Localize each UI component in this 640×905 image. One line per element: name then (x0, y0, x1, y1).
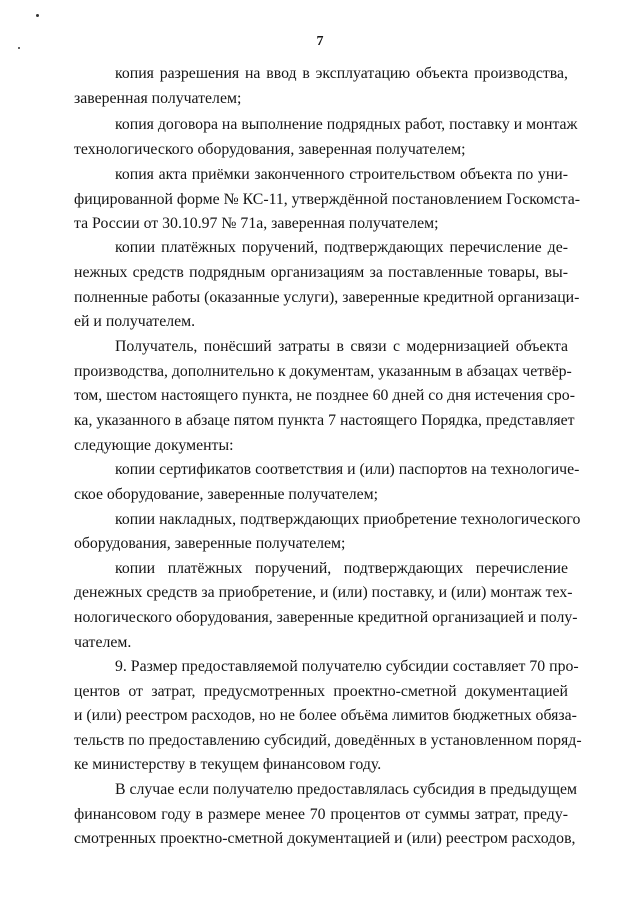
text-line: смотренных проектно-сметной документацией и (или) реестром расходов, (74, 830, 576, 847)
text-line: следующие документы: (74, 437, 234, 454)
text-line: копии платёжных поручений, подтверждающих перечисление де- (115, 239, 568, 256)
text-line: денежных средств за приобретение, и (или) поставку, и (или) монтаж тех- (74, 584, 573, 601)
text-line: копия договора на выполнение подрядных работ, поставку и монтаж (115, 116, 578, 133)
text-line: копии платёжных поручений, подтверждающих перечисление (115, 560, 568, 577)
page-number: 7 (316, 34, 324, 49)
text-line: 9. Размер предоставляемой получателю субсидии составляет 70 про- (115, 658, 579, 675)
text-line: чателем. (74, 634, 132, 651)
text-line: ке министерству в текущем финансовом году. (74, 756, 382, 773)
text-line: копии накладных, подтверждающих приобретение технологического (115, 511, 581, 528)
text-line: оборудования, заверенные получателем; (74, 535, 346, 552)
text-line: В случае если получателю предоставлялась субсидия в предыдущем (115, 781, 578, 798)
scan-speck (18, 47, 20, 49)
scan-speck (36, 14, 39, 17)
text-line: нежных средств подрядным организациям за поставленные товары, вы- (74, 264, 568, 281)
text-line: нологического оборудования, заверенные кредитной организацией и полу- (74, 609, 578, 626)
text-line: и (или) реестром расходов, но не более объёма лимитов бюджетных обяза- (74, 707, 577, 724)
text-line: заверенная получателем; (74, 90, 242, 107)
text-line: тельств по предоставлению субсидий, доведённых в установленном поряд- (74, 732, 582, 749)
text-line: финансовом году в размере менее 70 процентов от суммы затрат, преду- (74, 806, 568, 823)
text-line: ка, указанного в абзаце пятом пункта 7 настоящего Порядка, представляет (74, 412, 575, 429)
text-line: ское оборудование, заверенные получателем; (74, 486, 379, 503)
text-line: технологического оборудования, заверенная получателем; (74, 141, 466, 158)
text-line: та России от 30.10.97 № 71а, заверенная получателем; (74, 215, 439, 232)
text-line: копия разрешения на ввод в эксплуатацию объекта производства, (115, 65, 568, 82)
text-line: копии сертификатов соответствия и (или) паспортов на технологиче- (115, 461, 580, 478)
text-line: Получатель, понёсший затраты в связи с модернизацией объекта (115, 338, 568, 355)
text-line: фицированной форме № КС-11, утверждённой постановлением Госкомста- (74, 191, 581, 208)
text-line: центов от затрат, предусмотренных проектно-сметной документацией (74, 683, 568, 700)
text-line: ей и получателем. (74, 313, 196, 330)
text-line: полненные работы (оказанные услуги), заверенные кредитной организаци- (74, 289, 580, 306)
text-line: том, шестом настоящего пункта, не позднее 60 дней со дня истечения сро- (74, 387, 575, 404)
text-line: производства, дополнительно к документам, указанным в абзацах четвёр- (74, 363, 572, 380)
text-line: копия акта приёмки законченного строительством объекта по уни- (115, 166, 568, 183)
